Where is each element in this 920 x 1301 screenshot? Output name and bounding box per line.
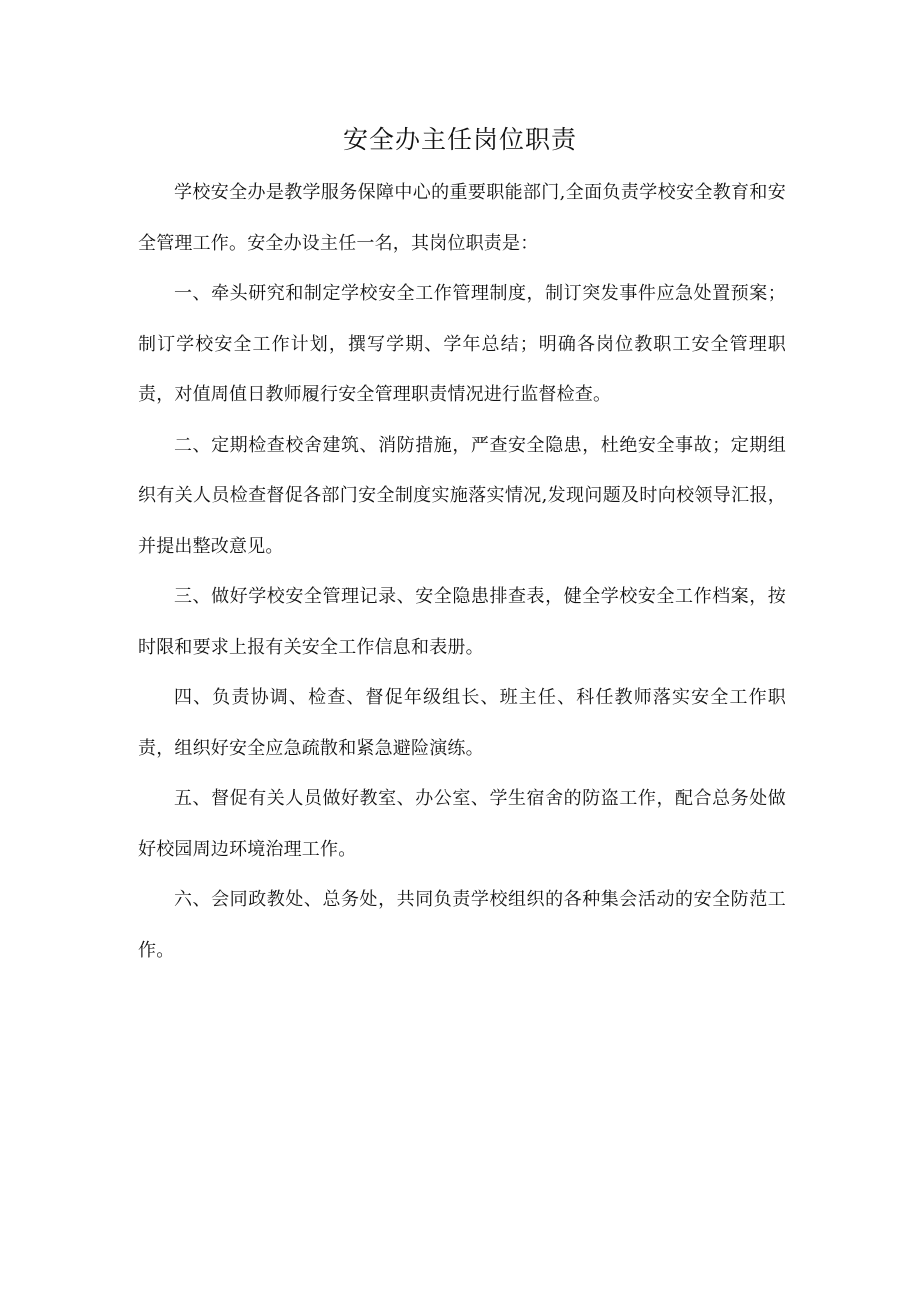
- paragraph-duty-4: 四、负责协调、检查、督促年级组长、班主任、科任教师落实安全工作职责，组织好安全应急疏散和紧急避险演练。: [138, 687, 786, 759]
- paragraph-duty-5: 五、督促有关人员做好教室、办公室、学生宿舍的防盗工作，配合总务处做好校园周边环境治理工作。: [138, 788, 786, 860]
- paragraph-duty-3: 三、做好学校安全管理记录、安全隐患排查表，健全学校安全工作档案，按时限和要求上报有关安全工作信息和表册。: [138, 586, 786, 658]
- paragraph-duty-1: 一、牵头研究和制定学校安全工作管理制度，制订突发事件应急处置预案；制订学校安全工作计划，撰写学期、学年总结；明确各岗位教职工安全管理职责，对值周值日教师履行安全管理职责情况进行监督检查。: [138, 283, 786, 405]
- paragraph-duty-6: 六、会同政教处、总务处，共同负责学校组织的各种集会活动的安全防范工作。: [138, 889, 786, 961]
- document-body: [138, 168, 786, 976]
- document-title: 安全办主任岗位职责: [342, 125, 577, 154]
- paragraph-duty-2: 二、定期检查校舍建筑、消防措施，严查安全隐患，杜绝安全事故；定期组织有关人员检查督促各部门安全制度实施落实情况,发现问题及时向校领导汇报，并提出整改意见。: [138, 434, 786, 557]
- paragraph-intro: 学校安全办是教学服务保障中心的重要职能部门,全面负责学校安全教育和安全管理工作。安全办设主任一名，其岗位职责是：: [138, 182, 786, 254]
